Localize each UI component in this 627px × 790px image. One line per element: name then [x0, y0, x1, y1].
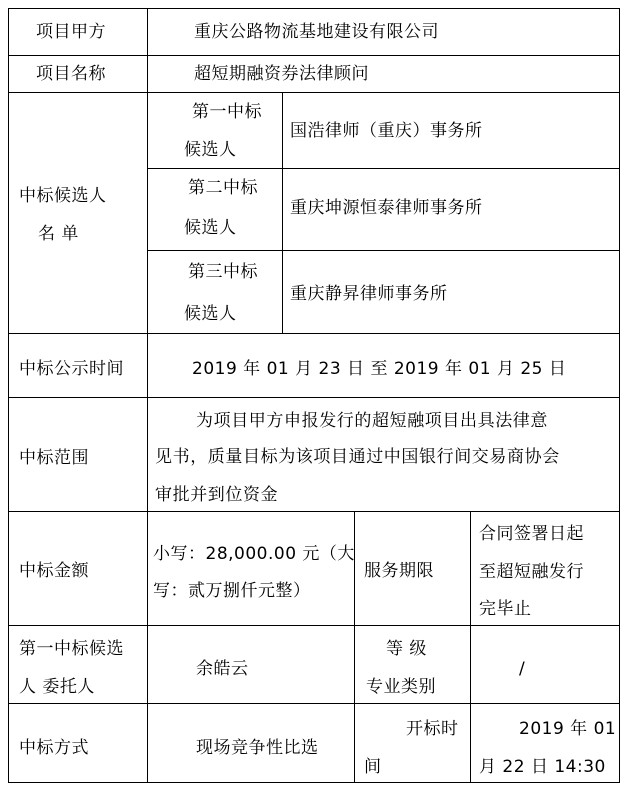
- delegate-label-line1: 第一中标候选: [19, 639, 124, 659]
- row-divider: [8, 625, 620, 626]
- service-period-line3: 完毕止: [479, 599, 532, 619]
- candidate-3-rank-line1: 第三中标: [188, 262, 258, 282]
- scope-line2: 见书，质量目标为该项目通过中国银行间交易商协会: [155, 447, 560, 467]
- sub-row-divider: [147, 250, 620, 251]
- table-border-top: [8, 8, 620, 9]
- label-column-divider: [147, 8, 148, 783]
- candidate-column-divider: [282, 92, 283, 333]
- candidate-2-rank-line2: 候选人: [184, 218, 237, 238]
- publicity-label: 中标公示时间: [19, 359, 124, 379]
- party-label: 项目甲方: [36, 22, 106, 42]
- method-value: 现场竞争性比选: [196, 738, 319, 758]
- grade-label-line2: 专业类别: [366, 677, 436, 697]
- candidate-2-rank-line1: 第二中标: [188, 178, 258, 198]
- table-border-left: [8, 8, 9, 783]
- delegate-label-line2: 人 委托人: [19, 677, 95, 697]
- publicity-value: 2019 年 01 月 23 日 至 2019 年 01 月 25 日: [192, 359, 567, 379]
- candidates-label-line2: 名 单: [38, 224, 79, 244]
- scope-line1: 为项目甲方申报发行的超短融项目出具法律意: [196, 411, 548, 431]
- table-border-right: [619, 8, 620, 783]
- candidate-3-firm: 重庆静昇律师事务所: [290, 284, 448, 304]
- project-name-value: 超短期融资券法律顾问: [194, 64, 369, 84]
- open-time-label-line1: 开标时: [406, 719, 459, 739]
- open-time-value-line2: 月 22 日 14:30: [479, 757, 606, 777]
- candidate-1-rank-line1: 第一中标: [192, 102, 262, 122]
- candidates-label-line1: 中标候选人: [19, 186, 107, 206]
- candidate-3-rank-line2: 候选人: [184, 304, 237, 324]
- row-divider: [8, 333, 620, 334]
- candidate-1-rank-line2: 候选人: [184, 140, 237, 160]
- project-name-label: 项目名称: [36, 64, 106, 84]
- table-border-bottom: [8, 782, 620, 783]
- grade-label-line1: 等 级: [386, 639, 427, 659]
- row-divider: [8, 397, 620, 398]
- open-time-label-line2: 间: [364, 757, 382, 777]
- sub-row-divider: [147, 168, 620, 169]
- service-period-label: 服务期限: [364, 561, 434, 581]
- row-divider: [8, 92, 620, 93]
- candidate-2-firm: 重庆坤源恒泰律师事务所: [290, 198, 483, 218]
- period-column-divider: [470, 511, 471, 783]
- grade-value: /: [519, 659, 526, 679]
- delegate-value: 余皓云: [196, 659, 249, 679]
- party-value: 重庆公路物流基地建设有限公司: [194, 22, 439, 42]
- row-divider: [8, 55, 620, 56]
- amount-value-line2: 写：贰万捌仟元整）: [153, 581, 311, 601]
- scope-line3: 审批并到位资金: [155, 485, 279, 505]
- amount-label: 中标金额: [19, 561, 89, 581]
- candidate-1-firm: 国浩律师（重庆）事务所: [290, 121, 483, 141]
- method-label: 中标方式: [19, 738, 89, 758]
- open-time-value-line1: 2019 年 01: [519, 719, 617, 739]
- row-divider: [8, 511, 620, 512]
- row-divider: [8, 703, 620, 704]
- service-period-line1: 合同签署日起: [479, 524, 584, 544]
- amount-value-line1: 小写：28,000.00 元（大: [153, 544, 355, 564]
- scope-label: 中标范围: [19, 448, 89, 468]
- service-period-line2: 至超短融发行: [479, 562, 584, 582]
